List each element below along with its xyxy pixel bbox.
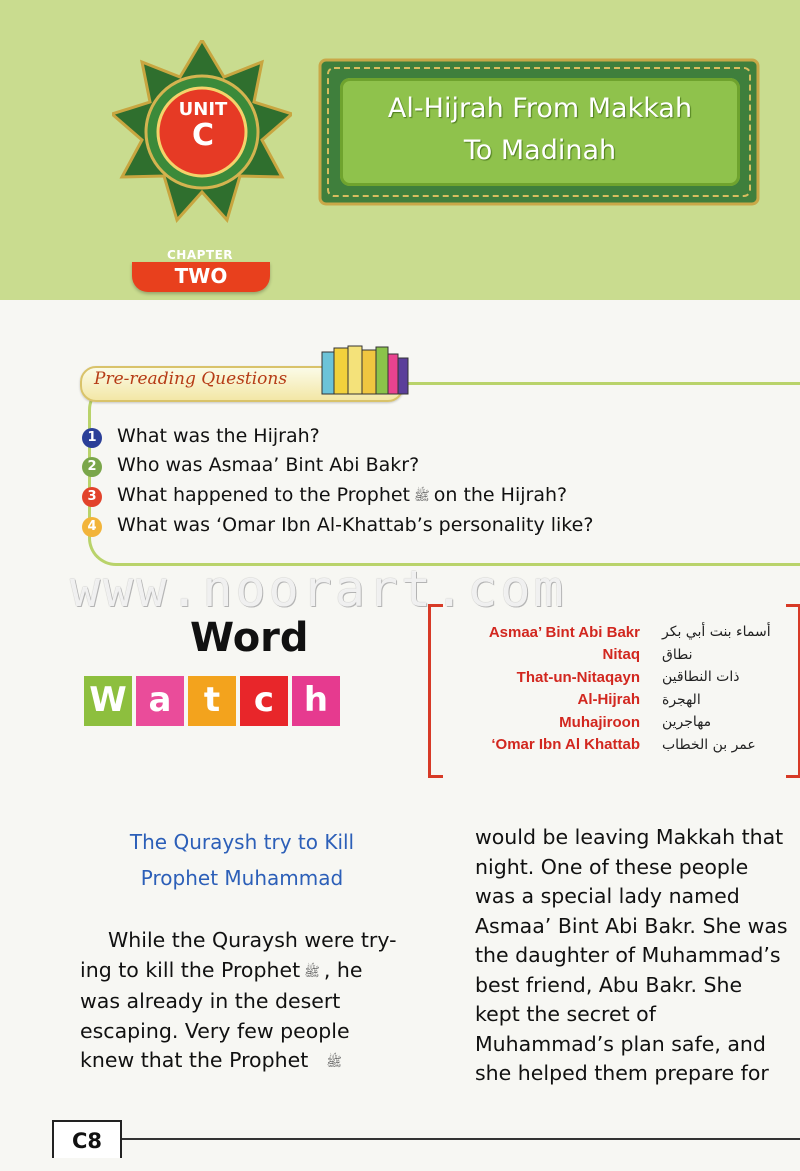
vocab-english: Muhajiroon	[559, 713, 640, 731]
body-column-left	[80, 926, 430, 1078]
body-line: the daughter of Muhammad’s	[475, 943, 781, 967]
watch-letter: a	[136, 676, 184, 726]
vocab-row	[440, 711, 785, 734]
watch-letter: c	[240, 676, 288, 726]
vocab-row	[440, 734, 785, 757]
questions-header: Pre-reading Questions	[94, 369, 288, 389]
body-line: was a special lady named	[475, 884, 740, 908]
watch-letter: h	[292, 676, 340, 726]
watch-letter: W	[84, 676, 132, 726]
body-line: While the Quraysh were try-	[108, 928, 397, 952]
vocab-english: Nitaq	[602, 646, 640, 664]
vocab-row	[440, 621, 785, 644]
unit-letter: C	[191, 118, 215, 153]
question-item	[82, 484, 567, 507]
question-number-badge: 4	[82, 517, 102, 537]
vocab-english: ‘Omar Ibn Al Khattab	[491, 736, 640, 754]
question-item	[82, 514, 593, 537]
question-number-badge: 3	[82, 487, 102, 507]
body-line: knew that the Prophet ﷺ	[80, 1046, 430, 1078]
chapter-label: CHAPTER	[166, 248, 234, 262]
vocab-english: Al-Hijrah	[577, 691, 640, 709]
body-line: would be leaving Makkah that	[475, 825, 784, 849]
question-item	[82, 425, 320, 448]
section-heading-line-2: Prophet Muhammad	[140, 866, 344, 890]
word-watch-title: Word	[190, 615, 309, 661]
vocab-row	[440, 666, 785, 689]
body-line: was already in the desert	[80, 989, 341, 1013]
question-text: on the Hijrah?	[433, 484, 568, 506]
vocab-english: Asmaa’ Bint Abi Bakr	[488, 623, 640, 641]
section-heading-line-1: The Quraysh try to Kill	[129, 830, 355, 854]
title-line-2: To Madinah	[463, 135, 617, 166]
body-line: ing to kill the Prophet ﷺ , he	[80, 956, 430, 988]
books-icon	[320, 344, 420, 396]
honorific-symbol: ﷺ	[304, 964, 320, 980]
body-line: Muhammad’s plan safe, and	[475, 1031, 766, 1056]
vocab-arabic: الهجرة	[662, 691, 701, 708]
vocab-arabic: عمر بن الخطاب	[662, 736, 756, 753]
vocab-arabic: ذات النطاقين	[662, 669, 740, 686]
vocab-row	[440, 644, 785, 667]
page-number: C8	[52, 1120, 122, 1158]
honorific-symbol: ﷺ	[326, 1055, 342, 1070]
question-item	[82, 454, 419, 477]
vocab-list	[440, 621, 785, 756]
body-line: night. One of these people	[475, 854, 749, 879]
section-heading	[92, 824, 392, 896]
page-title	[340, 88, 740, 172]
question-text: What happened to the Prophet	[117, 484, 411, 506]
vocab-row	[440, 689, 785, 712]
vocab-arabic: مهاجرين	[662, 714, 712, 731]
body-line: escaping. Very few people	[80, 1018, 350, 1043]
question-text: Who was Asmaa’ Bint Abi Bakr?	[117, 454, 420, 476]
chapter-number: TWO	[132, 262, 270, 292]
body-line: Asmaa’ Bint Abi Bakr. She was	[475, 913, 788, 938]
body-line: she helped them prepare for	[475, 1061, 769, 1085]
title-line-1: Al-Hijrah From Makkah	[387, 93, 693, 124]
vocab-arabic: أسماء بنت أبي بكر	[662, 624, 771, 641]
question-text: What was ‘Omar Ibn Al-Khattab’s personality like?	[117, 514, 594, 536]
watermark: www.noorart.com	[70, 560, 567, 618]
question-number-badge: 1	[82, 428, 102, 448]
question-text: What was the Hijrah?	[117, 425, 320, 447]
unit-badge	[166, 101, 240, 153]
vocab-arabic: نطاق	[662, 646, 693, 663]
watch-letters	[84, 676, 340, 726]
watch-letter: t	[188, 676, 236, 726]
unit-label: UNIT	[178, 99, 228, 120]
body-line: best friend, Abu Bakr. She	[475, 972, 743, 997]
vocab-english: That-un-Nitaqayn	[516, 668, 640, 686]
vocab-bracket-right	[786, 604, 800, 778]
question-number-badge: 2	[82, 457, 102, 477]
honorific-symbol: ﷺ	[414, 489, 430, 504]
footer-rule	[118, 1138, 800, 1140]
body-line: kept the secret of	[475, 1002, 656, 1026]
body-column-right	[475, 823, 800, 1089]
